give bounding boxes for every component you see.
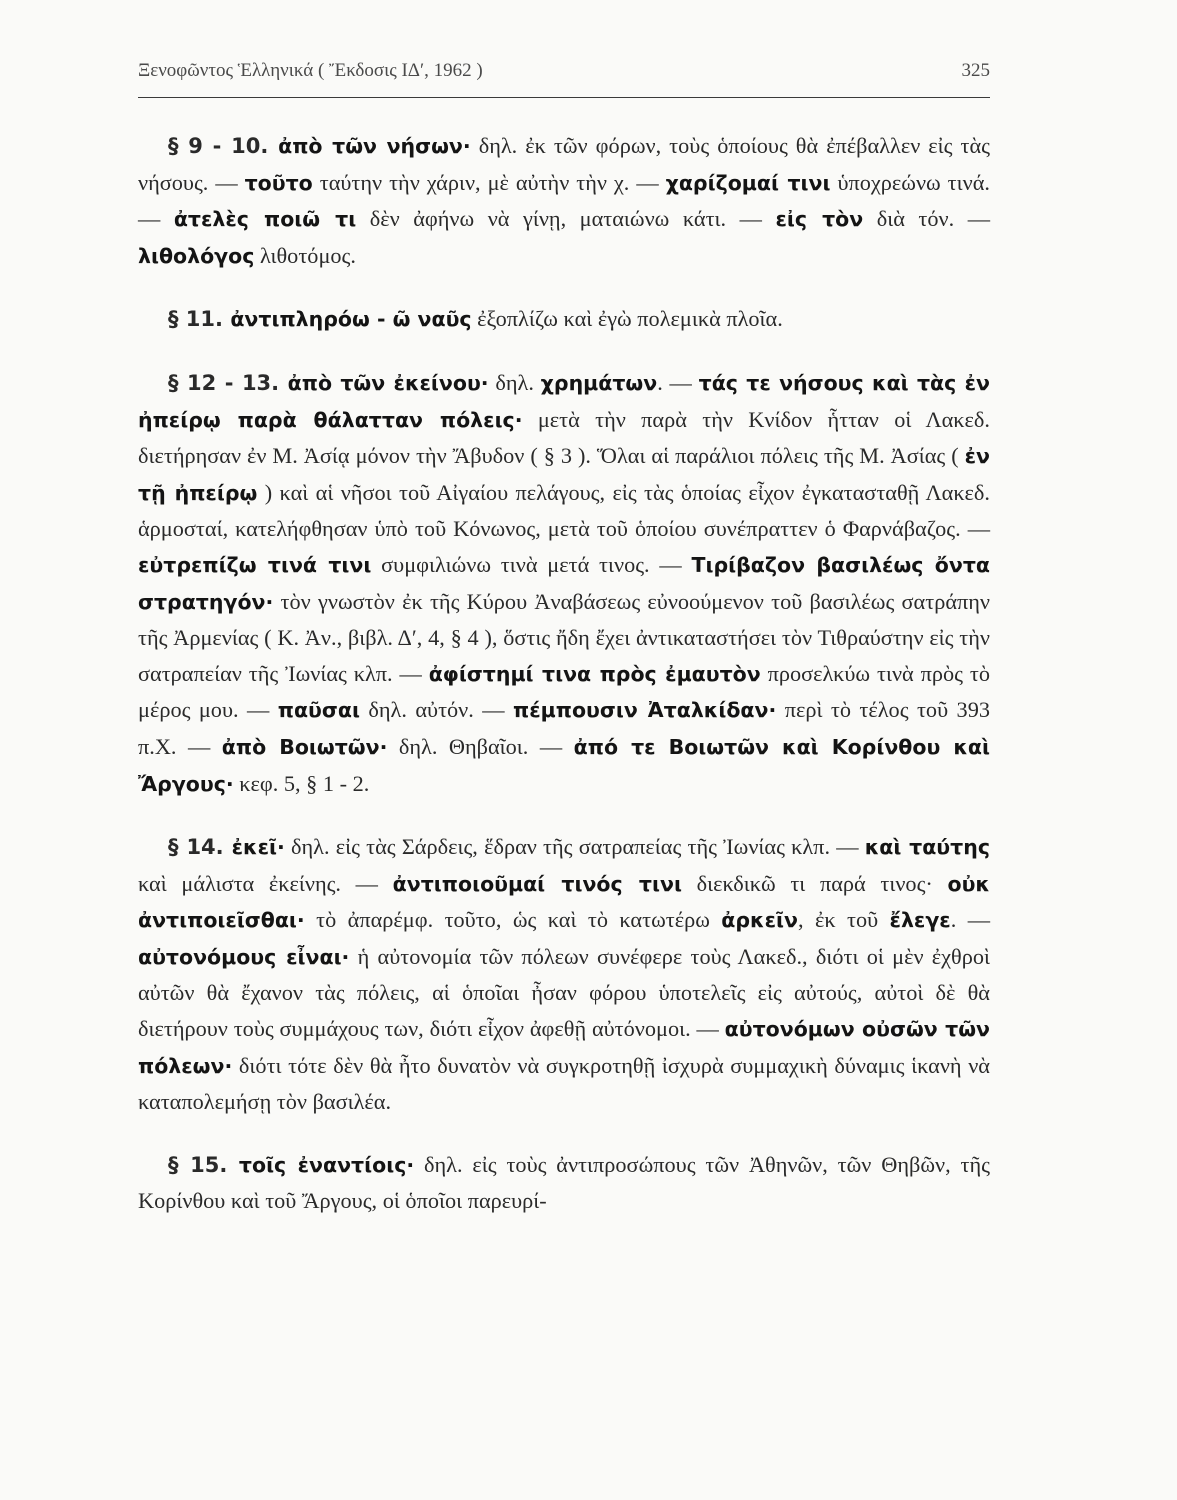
bold-lemma: καὶ ταύτης xyxy=(864,835,990,860)
bold-lemma: ἀτελὲς ποιῶ τι xyxy=(173,207,357,232)
bold-lemma: Τιρίβαζον βασιλέως ὄντα στρατηγόν· xyxy=(138,552,990,614)
text-run: δηλ. εἰς τὰς Σάρδεις, ἕδραν τῆς σατραπείας τῆς Ἰωνίας κλπ. — xyxy=(284,834,865,860)
bold-lemma: αὐτονόμων οὐσῶν τῶν πόλεων· xyxy=(138,1017,990,1078)
paragraph-section-9-10 xyxy=(138,128,990,274)
section-number: § 14. xyxy=(168,835,232,860)
bold-lemma: ἔλεγε xyxy=(889,908,951,933)
page-number: 325 xyxy=(961,60,990,81)
bold-lemma: τοῦτο xyxy=(244,170,313,195)
bold-lemma: εἰς τὸν xyxy=(775,207,864,232)
text-run: . — xyxy=(950,907,991,933)
text-run: δηλ. εἰς τοὺς ἀντιπροσώπους τῶν Ἀθηνῶν, τῶν Θηβῶν, τῆς Κορίνθου καὶ τοῦ Ἄργους, οἱ ὁποῖοι παρευρί- xyxy=(138,1151,990,1214)
text-run: συμφιλιώνω τινὰ μετά τινος. — xyxy=(371,551,692,577)
text-run: ὑποχρεώνω τινά. — xyxy=(138,169,990,232)
bold-lemma: πέμπουσιν Ἀταλκίδαν· xyxy=(513,698,777,723)
bold-lemma: χαρίζομαί τινι xyxy=(665,170,831,195)
bold-lemma: παῦσαι xyxy=(277,698,360,723)
section-number: § 11. xyxy=(168,307,231,332)
bold-lemma: ἀντιπληρόω - ῶ ναῦς xyxy=(230,307,472,332)
text-run: λιθοτόμος. xyxy=(254,242,356,268)
running-header xyxy=(138,60,990,82)
text-run: περὶ τὸ τέλος τοῦ 393 π.Χ. — xyxy=(138,697,990,759)
bold-lemma: ἀπὸ Βοιωτῶν· xyxy=(221,734,388,759)
bold-lemma: τάς τε νήσους καὶ τὰς ἐν ἠπείρῳ παρὰ θάλατταν πόλεις· xyxy=(138,370,990,432)
bold-lemma: λιθολόγος xyxy=(138,243,255,268)
text-run: , ἐκ τοῦ xyxy=(797,907,890,933)
text-run: μετὰ τὴν παρὰ τὴν Κνίδον ἧτταν οἱ Λακεδ. διετήρησαν ἐν Μ. Ἀσίᾳ μόνον τὴν Ἄβυδον ( § 3 ). Ὅλαι αἱ παράλιοι πόλεις τῆς Μ. Ἀσίας ( xyxy=(138,406,990,469)
text-run: δηλ. xyxy=(488,369,541,395)
bold-lemma: εὐτρεπίζω τινά τινι xyxy=(138,552,372,577)
text-run: ταύτην τὴν χάριν, μὲ αὐτὴν τὴν χ. — xyxy=(312,169,666,195)
commentary-body xyxy=(138,128,990,1219)
header-rule xyxy=(138,97,990,98)
bold-lemma: ἐν τῇ ἠπείρῳ xyxy=(138,444,990,505)
text-run: διὰ τόν. — xyxy=(863,206,990,232)
text-run: τὸν γνωστὸν ἐκ τῆς Κύρου Ἀναβάσεως εὐνοούμενον τοῦ βασιλέως σατράπην τῆς Ἀρμενίας ( Κ. Ἀν., βιβλ. Δ′, 4, § 4 ), ὅστις ἤδη ἔχει ἀντικαταστήσει τὸν Τιθραύστην εἰς τὴν σατραπείαν τῆς Ἰωνίας κλπ. — xyxy=(138,588,990,686)
bold-lemma: ἀπό τε Βοιωτῶν καὶ Κορίνθου καὶ Ἄργους· xyxy=(138,734,990,796)
text-run: ἡ αὐτονομία τῶν πόλεων συνέφερε τοὺς Λακεδ., διότι οἱ μὲν ἐχθροὶ αὐτῶν θὰ ἔχανον τὰς πόλεις, αἱ ὁποῖαι ἦσαν φόρου ὑποτελεῖς εἰς αὐτούς, αὐτοὶ δὲ θὰ διετήρουν τοὺς συμμάχους των, διότι εἶχον ἀφεθῇ αὐτόνομοι. — xyxy=(138,943,990,1042)
section-number: § 9 - 10. xyxy=(168,134,279,158)
text-run: . — xyxy=(657,369,699,395)
section-number: § 12 - 13. xyxy=(168,370,288,395)
bold-lemma: οὐκ ἀντιποιεῖσθαι· xyxy=(138,871,990,933)
text-run: διεκδικῶ τι παρά τινος· xyxy=(681,870,948,896)
bold-lemma: αὐτονόμους εἶναι· xyxy=(138,944,350,969)
bold-lemma: ἐκεῖ· xyxy=(231,835,285,860)
paragraph-section-11 xyxy=(138,301,990,338)
paragraph-section-14 xyxy=(138,829,990,1120)
text-run: ) καὶ αἱ νῆσοι τοῦ Αἰγαίου πελάγους, εἰς τὰς ὁποίας εἶχον ἐγκατασταθῇ Λακεδ. ἁρμοσταί, κατελήφθησαν ὑπὸ τοῦ Κόνωνος, μετὰ τοῦ ὁποίου συνέπραττεν ὁ Φαρνάβαζος. — xyxy=(138,479,990,542)
bold-lemma: χρημάτων xyxy=(540,370,658,395)
header-title: Ξενοφῶντος Ἑλληνικά ( Ἔκδοσις ΙΔ′, 1962 ) xyxy=(138,60,483,81)
text-run: διότι τότε δὲν θὰ ἦτο δυνατὸν νὰ συγκροτηθῇ ἰσχυρὰ συμμαχικὴ δύναμις ἱκανὴ νὰ καταπολεμήσῃ τὸν βασιλέα. xyxy=(138,1052,990,1115)
text-run: καὶ μάλιστα ἐκείνης. — xyxy=(138,870,393,896)
text-run: κεφ. 5, § 1 - 2. xyxy=(233,770,370,796)
bold-lemma: ἀπὸ τῶν ἐκείνου· xyxy=(287,370,489,395)
text-run: τὸ ἀπαρέμφ. τοῦτο, ὡς καὶ τὸ κατωτέρω xyxy=(304,907,722,933)
paragraph-section-15 xyxy=(138,1147,990,1219)
bold-lemma: ἀρκεῖν xyxy=(721,908,798,933)
text-run: δηλ. Θηβαῖοι. — xyxy=(387,733,574,759)
text-run: δηλ. ἐκ τῶν φόρων, τοὺς ὁποίους θὰ ἐπέβαλλεν εἰς τὰς νήσους. — xyxy=(138,133,991,195)
text-run: δὲν ἀφήνω νὰ γίνῃ, ματαιώνω κάτι. — xyxy=(356,206,776,232)
bold-lemma: ἀντιποιοῦμαί τινός τινι xyxy=(392,871,682,896)
bold-lemma: τοῖς ἐναντίοις· xyxy=(238,1152,415,1177)
text-run: προσελκύω τινὰ πρὸς τὸ μέρος μου. — xyxy=(138,660,990,723)
text-run: δηλ. αὐτόν. — xyxy=(359,697,514,723)
paragraph-section-12-13 xyxy=(138,365,990,802)
bold-lemma: ἀφίστημί τινα πρὸς ἐμαυτὸν xyxy=(428,661,761,686)
text-run: ἐξοπλίζω καὶ ἐγὼ πολεμικὰ πλοῖα. xyxy=(471,306,783,332)
bold-lemma: ἀπὸ τῶν νήσων· xyxy=(278,134,471,158)
section-number: § 15. xyxy=(168,1152,239,1177)
